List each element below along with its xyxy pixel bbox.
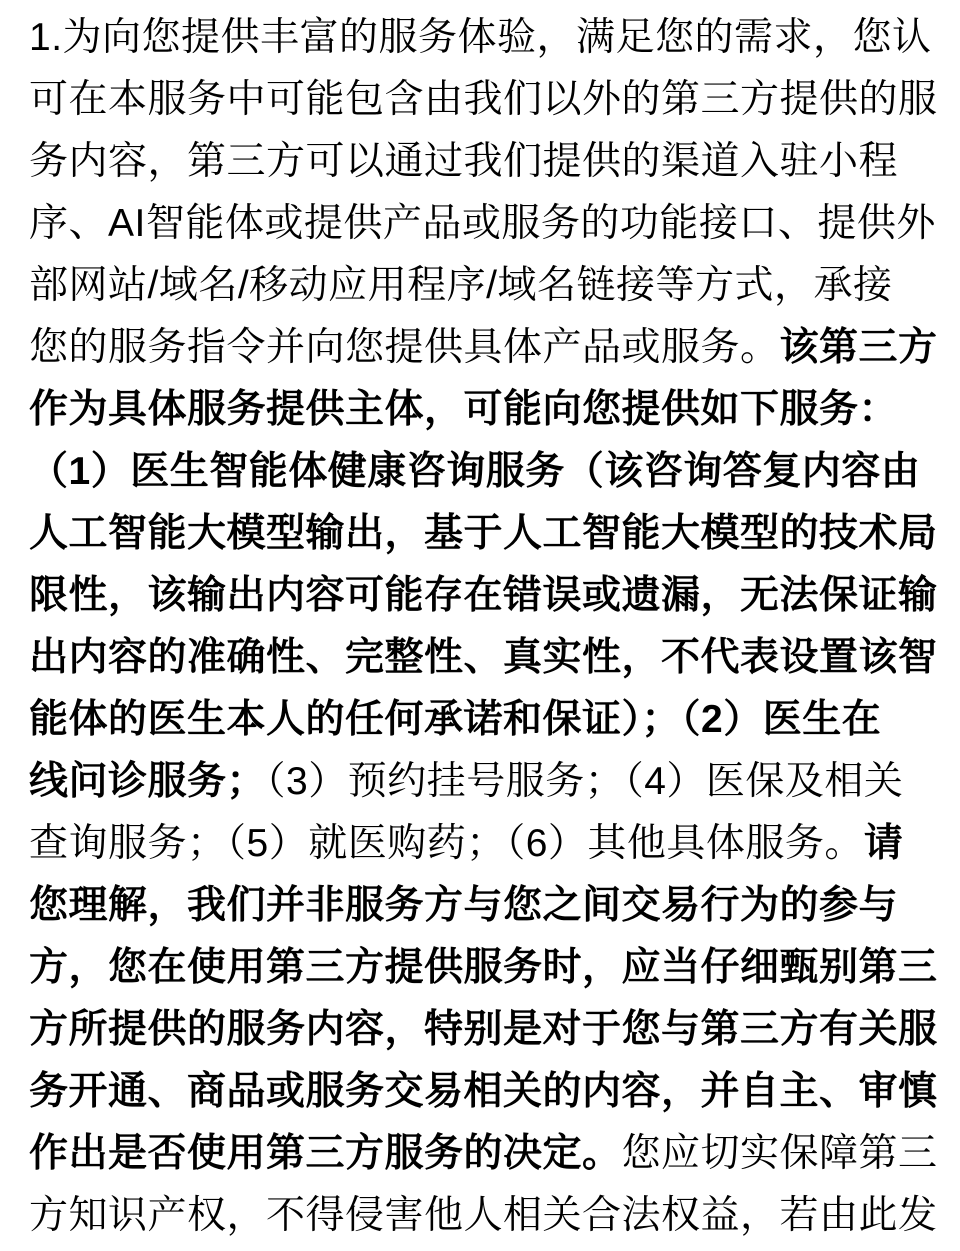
text-line (29, 1123, 942, 1185)
bold-text-run: 务开通、商品或服务交易相关的内容，并自主、审慎 (29, 1070, 938, 1113)
bold-text-run: 人工智能大模型输出，基于人工智能大模型的技术局 (29, 512, 938, 555)
text-line (29, 689, 942, 751)
text-run: 查询服务；（5）就医购药；（6）其他具体服务。 (29, 822, 864, 865)
text-line (29, 131, 942, 193)
bold-text-run: 作出是否使用第三方服务的决定。 (29, 1132, 622, 1175)
bold-text-run: 能体的医生本人的任何承诺和保证）；（2）医生在 (29, 698, 882, 741)
bold-text-run: 方所提供的服务内容，特别是对于您与第三方有关服 (29, 1008, 938, 1051)
bold-text-run: 线问诊服务； (29, 760, 267, 803)
text-line (29, 379, 942, 441)
bold-text-run: （1）医生智能体健康咨询服务（该咨询答复内容由 (29, 450, 921, 493)
text-line (29, 193, 942, 255)
text-line (29, 1061, 942, 1123)
text-run: 您的服务指令并向您提供具体产品或服务。 (29, 326, 780, 369)
bold-text-run: 请 (863, 822, 904, 865)
text-run: （3）预约挂号服务；（4）医保及相关 (266, 760, 904, 803)
text-line (29, 441, 942, 503)
text-line (29, 69, 942, 131)
text-run: 1.为向您提供丰富的服务体验，满足您的需求，您认 (29, 16, 932, 59)
text-line (29, 255, 942, 317)
text-line (29, 7, 942, 69)
bold-text-run: 该第三方 (779, 326, 938, 369)
text-run: 部网站/域名/移动应用程序/域名链接等方式，承接 (29, 264, 893, 307)
text-run: 方知识产权，不得侵害他人相关合法权益，若由此发 (29, 1194, 938, 1237)
text-line (29, 627, 942, 689)
bold-text-run: 出内容的准确性、完整性、真实性，不代表设置该智 (29, 636, 938, 679)
bold-text-run: 您理解，我们并非服务方与您之间交易行为的参与 (29, 884, 899, 927)
bold-text-run: 方，您在使用第三方提供服务时，应当仔细甄别第三 (29, 946, 938, 989)
text-run: 序、AI智能体或提供产品或服务的功能接口、提供外 (29, 202, 936, 245)
text-run: 您应切实保障第三 (621, 1132, 938, 1175)
text-run: 务内容，第三方可以通过我们提供的渠道入驻小程 (29, 140, 899, 183)
text-run: 可在本服务中可能包含由我们以外的第三方提供的服 (29, 78, 938, 121)
text-line (29, 317, 942, 379)
text-line (29, 999, 942, 1061)
text-line (29, 751, 942, 813)
bold-text-run: 限性，该输出内容可能存在错误或遗漏，无法保证输 (29, 574, 938, 617)
text-line (29, 813, 942, 875)
bold-text-run: 作为具体服务提供主体，可能向您提供如下服务： (29, 388, 899, 431)
text-line (29, 875, 942, 937)
text-line (29, 937, 942, 999)
paragraph-third-party-services (29, 7, 942, 1247)
text-line (29, 503, 942, 565)
text-line (29, 565, 942, 627)
text-line (29, 1185, 942, 1247)
